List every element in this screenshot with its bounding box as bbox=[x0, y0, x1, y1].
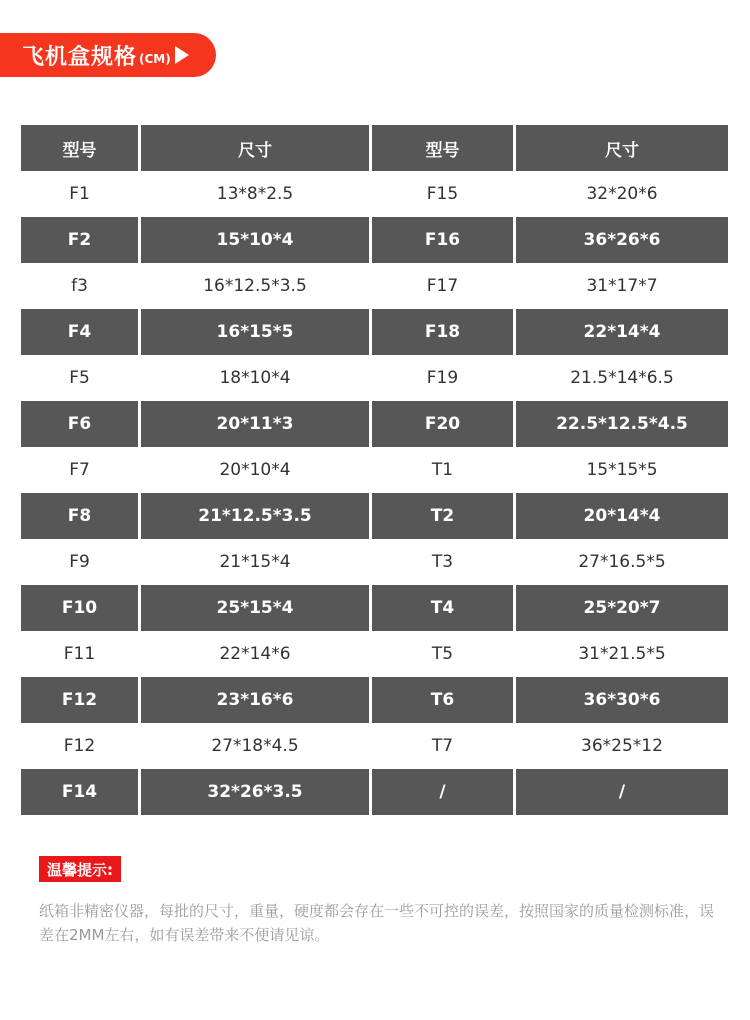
cell-model-left: F2 bbox=[21, 217, 138, 263]
section-title-unit: (CM) bbox=[139, 52, 171, 66]
cell-size-right: / bbox=[516, 769, 728, 815]
cell-size-right: 36*25*12 bbox=[516, 723, 728, 769]
cell-model-left: F9 bbox=[21, 539, 138, 585]
cell-model-left: f3 bbox=[21, 263, 138, 309]
cell-size-left: 16*15*5 bbox=[141, 309, 369, 355]
cell-size-left: 23*16*6 bbox=[141, 677, 369, 723]
cell-size-left: 27*18*4.5 bbox=[141, 723, 369, 769]
cell-model-right: F18 bbox=[372, 309, 513, 355]
cell-size-right: 32*20*6 bbox=[516, 171, 728, 217]
header-model-1: 型号 bbox=[21, 125, 138, 171]
cell-model-left: F4 bbox=[21, 309, 138, 355]
cell-size-right: 15*15*5 bbox=[516, 447, 728, 493]
cell-size-right: 25*20*7 bbox=[516, 585, 728, 631]
cell-size-right: 36*30*6 bbox=[516, 677, 728, 723]
section-title: 飞机盒规格 bbox=[22, 44, 138, 70]
header-size-1: 尺寸 bbox=[141, 125, 369, 171]
cell-model-left: F10 bbox=[21, 585, 138, 631]
cell-model-right: F19 bbox=[372, 355, 513, 401]
cell-model-right: T2 bbox=[372, 493, 513, 539]
cell-size-right: 36*26*6 bbox=[516, 217, 728, 263]
cell-model-right: F17 bbox=[372, 263, 513, 309]
cell-model-right: T1 bbox=[372, 447, 513, 493]
cell-model-left: F8 bbox=[21, 493, 138, 539]
cell-size-left: 22*14*6 bbox=[141, 631, 369, 677]
cell-size-left: 16*12.5*3.5 bbox=[141, 263, 369, 309]
cell-size-left: 15*10*4 bbox=[141, 217, 369, 263]
cell-model-left: F7 bbox=[21, 447, 138, 493]
cell-size-left: 32*26*3.5 bbox=[141, 769, 369, 815]
cell-size-right: 22.5*12.5*4.5 bbox=[516, 401, 728, 447]
cell-size-left: 13*8*2.5 bbox=[141, 171, 369, 217]
cell-model-left: F12 bbox=[21, 677, 138, 723]
cell-size-right: 20*14*4 bbox=[516, 493, 728, 539]
cell-size-left: 21*12.5*3.5 bbox=[141, 493, 369, 539]
cell-model-right: T6 bbox=[372, 677, 513, 723]
cell-model-right: F16 bbox=[372, 217, 513, 263]
cell-model-right: F15 bbox=[372, 171, 513, 217]
play-arrow-icon bbox=[175, 46, 189, 64]
cell-model-right: T4 bbox=[372, 585, 513, 631]
notice-text: 纸箱非精密仪器，每批的尺寸，重量，硬度都会存在一些不可控的误差，按照国家的质量检测标准，误差在2MM左右，如有误差带来不便请见谅。 bbox=[39, 902, 715, 944]
header-size-2: 尺寸 bbox=[516, 125, 728, 171]
cell-model-right: T3 bbox=[372, 539, 513, 585]
cell-model-left: F14 bbox=[21, 769, 138, 815]
cell-model-left: F11 bbox=[21, 631, 138, 677]
cell-size-left: 25*15*4 bbox=[141, 585, 369, 631]
cell-size-left: 20*10*4 bbox=[141, 447, 369, 493]
cell-model-right: T5 bbox=[372, 631, 513, 677]
cell-model-right: / bbox=[372, 769, 513, 815]
cell-size-right: 21.5*14*6.5 bbox=[516, 355, 728, 401]
cell-model-left: F1 bbox=[21, 171, 138, 217]
cell-size-right: 31*21.5*5 bbox=[516, 631, 728, 677]
cell-size-right: 22*14*4 bbox=[516, 309, 728, 355]
section-title-banner bbox=[0, 33, 216, 77]
cell-model-left: F5 bbox=[21, 355, 138, 401]
spec-table bbox=[21, 125, 729, 815]
cell-size-left: 21*15*4 bbox=[141, 539, 369, 585]
cell-model-left: F6 bbox=[21, 401, 138, 447]
cell-model-left: F12 bbox=[21, 723, 138, 769]
header-model-2: 型号 bbox=[372, 125, 513, 171]
cell-model-right: F20 bbox=[372, 401, 513, 447]
cell-size-left: 20*11*3 bbox=[141, 401, 369, 447]
cell-model-right: T7 bbox=[372, 723, 513, 769]
cell-size-left: 18*10*4 bbox=[141, 355, 369, 401]
cell-size-right: 27*16.5*5 bbox=[516, 539, 728, 585]
cell-size-right: 31*17*7 bbox=[516, 263, 728, 309]
notice-tag: 温馨提示: bbox=[39, 856, 121, 882]
